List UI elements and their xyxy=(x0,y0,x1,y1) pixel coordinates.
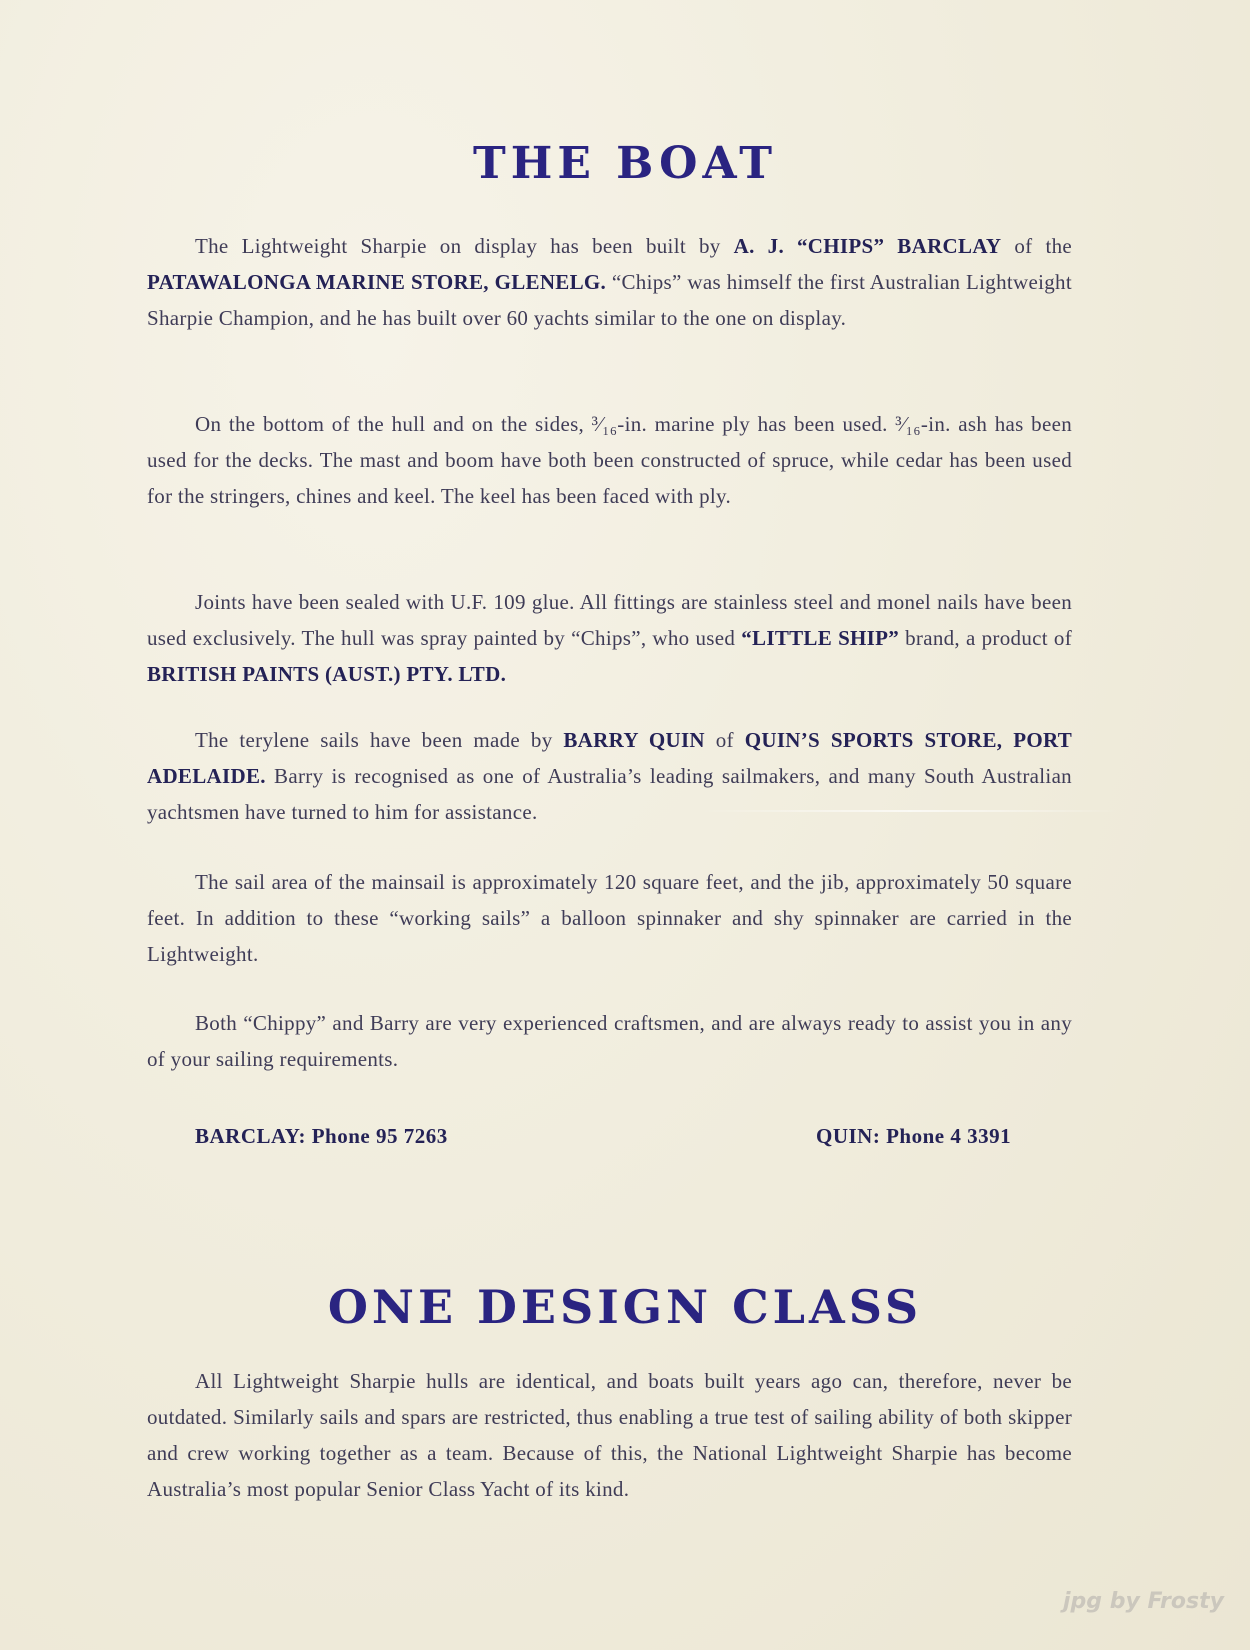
phone-quin: QUIN: Phone 4 3391 xyxy=(816,1124,1012,1148)
text: Joints have been sealed with U.F. 109 glue. All fittings are stainless steel and monel nails have been used exclusively. The hull was spray painted by “Chips”, who used xyxy=(147,590,1072,650)
paragraph-materials xyxy=(147,406,1072,514)
phone-barclay: BARCLAY: Phone 95 7263 xyxy=(195,1124,448,1148)
text: All Lightweight Sharpie hulls are identical, and boats built years ago can, therefore, never be outdated. Similarly sails and spars are restricted, thus enabling a true test of sailing ability of both skipper and crew working together as a team. Because of this, the National Lightweight Sharpie has become Australia’s most popular Senior Class Yacht of its kind. xyxy=(147,1369,1072,1501)
paragraph-builder xyxy=(147,228,1072,336)
paragraph-one-design xyxy=(147,1363,1072,1507)
bold-text: PATAWALONGA MARINE STORE, GLENELG. xyxy=(147,270,607,294)
watermark: jpg by Frosty xyxy=(1063,1589,1224,1614)
text: of the xyxy=(1001,234,1073,258)
bold-text: QUIN’S SPORTS STORE, PORT ADELAIDE. xyxy=(147,728,1073,788)
text: The terylene sails have been made by xyxy=(195,728,564,752)
paragraph-sail-area xyxy=(147,864,1072,972)
bold-text: BRITISH PAINTS (AUST.) PTY. LTD. xyxy=(147,662,507,686)
bold-text: A. J. “CHIPS” BARCLAY xyxy=(733,234,1002,258)
heading-one-design-class: ONE DESIGN CLASS xyxy=(327,1280,923,1334)
text: brand, a product of xyxy=(899,626,1072,650)
paragraph-joints xyxy=(147,584,1072,692)
heading-the-boat: THE BOAT xyxy=(473,138,777,189)
paragraph-sails xyxy=(147,722,1072,830)
text: “Chips” was himself the first Australian Lightweight Sharpie Champion, and he has built over 60 yachts similar to the one on display. xyxy=(147,270,1072,330)
text: On the bottom of the hull and on the sides, ³⁄₁₆-in. marine ply has been used. ³⁄₁₆-in. ash has been used for the decks. The mast and boom have both been constructed of spruce, while cedar has been used for the stringers, chines and keel. The keel has been faced with ply. xyxy=(147,412,1072,508)
text: Barry is recognised as one of Australia’s leading sailmakers, and many South Australian yachtsmen have turned to him for assistance. xyxy=(147,764,1072,824)
text: The sail area of the mainsail is approximately 120 square feet, and the jib, approximately 50 square feet. In addition to these “working sails” a balloon spinnaker and shy spinnaker are carried in the Lightweight. xyxy=(147,870,1072,966)
text: of xyxy=(704,728,745,752)
text: Both “Chippy” and Barry are very experienced craftsmen, and are always ready to assist you in any of your sailing requirements. xyxy=(147,1011,1072,1071)
bold-text: BARRY QUIN xyxy=(563,728,705,752)
paragraph-craftsmen xyxy=(147,1005,1072,1077)
text: The Lightweight Sharpie on display has been built by xyxy=(195,234,734,258)
bold-text: “LITTLE SHIP” xyxy=(741,626,900,650)
